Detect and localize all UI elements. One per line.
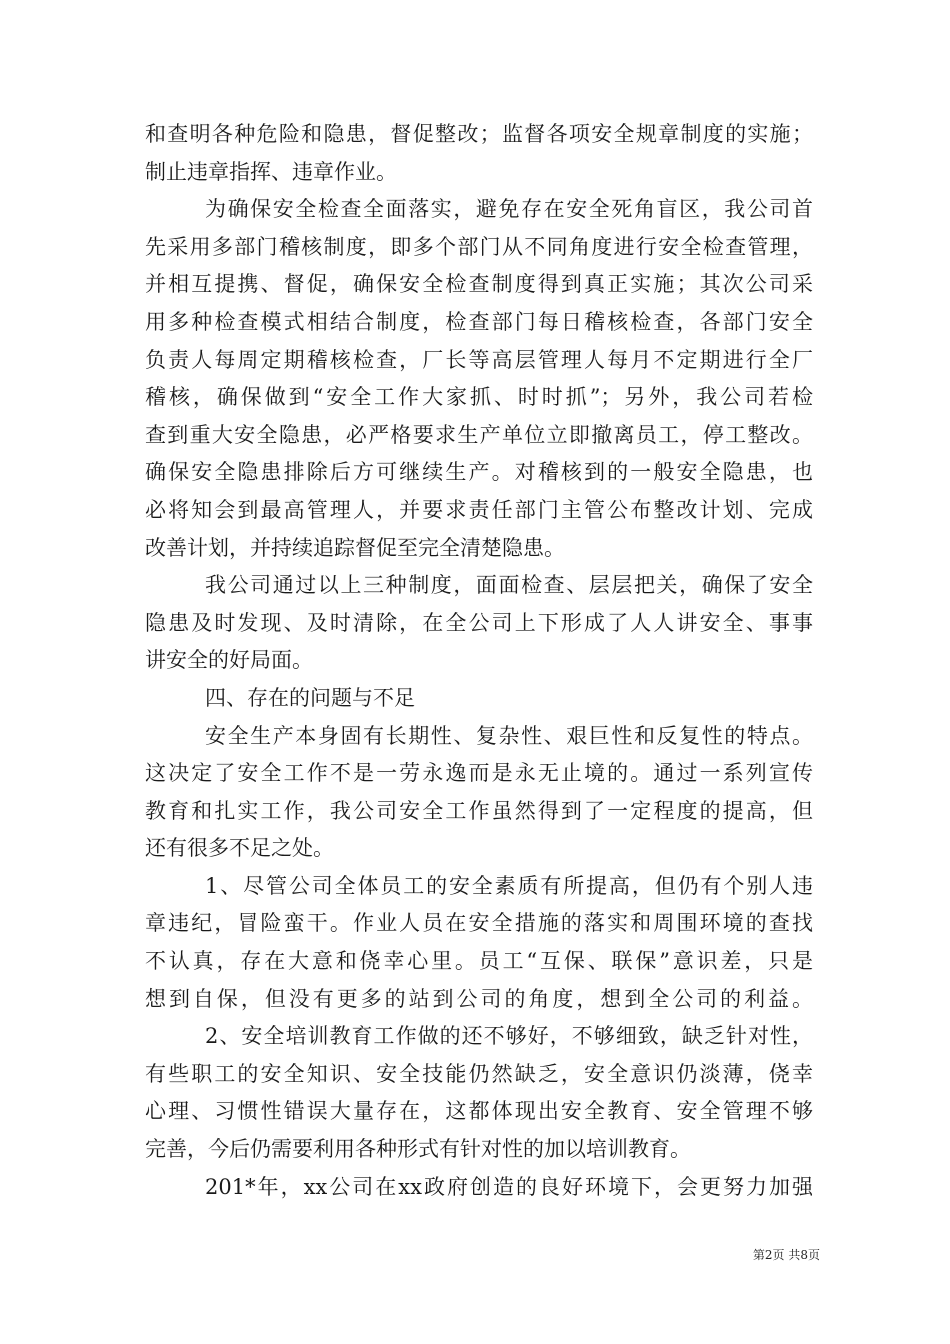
text-line: 不认真，存在大意和侥幸心里。员工“互保、联保”意识差，只是: [145, 949, 813, 974]
text-line: 稽核，确保做到“安全工作大家抓、时时抓”；另外，我公司若检: [145, 385, 813, 410]
text-line: 安全生产本身固有长期性、复杂性、艰巨性和反复性的特点。: [205, 723, 813, 748]
text-line: 查到重大安全隐患，必严格要求生产单位立即撤离员工，停工整改。: [145, 422, 813, 447]
text-line: 改善计划，并持续追踪督促至完全清楚隐患。: [145, 535, 565, 560]
text-line: 这决定了安全工作不是一劳永逸而是永无止境的。通过一系列宣传: [145, 761, 813, 786]
text-line: 201*年，xx公司在xx政府创造的良好环境下，会更努力加强: [205, 1174, 813, 1199]
section-heading: 四、存在的问题与不足: [205, 685, 415, 710]
text-line: 负责人每周定期稽核检查，厂长等高层管理人每月不定期进行全厂: [145, 347, 813, 372]
text-line: 为确保安全检查全面落实，避免存在安全死角盲区，我公司首: [205, 197, 813, 222]
body-text: [145, 116, 813, 1206]
text-line: 讲安全的好局面。: [145, 648, 313, 673]
text-line: 教育和扎实工作，我公司安全工作虽然得到了一定程度的提高，但: [145, 798, 813, 823]
text-line: 1、尽管公司全体员工的安全素质有所提高，但仍有个别人违: [205, 873, 813, 898]
text-line: 先采用多部门稽核制度，即多个部门从不同角度进行安全检查管理，: [145, 234, 813, 259]
text-line: 制止违章指挥、违章作业。: [145, 159, 397, 184]
text-line: 还有很多不足之处。: [145, 836, 334, 861]
text-line: 并相互提携、督促，确保安全检查制度得到真正实施；其次公司采: [145, 272, 813, 297]
text-line: 隐患及时发现、及时清除，在全公司上下形成了人人讲安全、事事: [145, 610, 813, 635]
page-number: 第2页 共8页: [752, 1248, 820, 1262]
text-line: 和查明各种危险和隐患，督促整改；监督各项安全规章制度的实施；: [145, 122, 813, 146]
text-line: 有些职工的安全知识、安全技能仍然缺乏，安全意识仍淡薄，侥幸: [145, 1061, 813, 1086]
text-line: 心理、习惯性错误大量存在，这都体现出安全教育、安全管理不够: [145, 1099, 813, 1124]
text-line: 完善，今后仍需要利用各种形式有针对性的加以培训教育。: [145, 1137, 691, 1162]
text-line: 用多种检查模式相结合制度，检查部门每日稽核检查，各部门安全: [145, 309, 813, 334]
text-line: 章违纪，冒险蛮干。作业人员在安全措施的落实和周围环境的查找: [145, 911, 813, 936]
text-line: 必将知会到最高管理人，并要求责任部门主管公布整改计划、完成: [145, 497, 813, 522]
text-line: 想到自保，但没有更多的站到公司的角度，想到全公司的利益。: [145, 986, 813, 1011]
text-line: 2、安全培训教育工作做的还不够好，不够细致，缺乏针对性，: [205, 1024, 813, 1049]
text-line: 确保安全隐患排除后方可继续生产。对稽核到的一般安全隐患，也: [145, 460, 813, 485]
text-line: 我公司通过以上三种制度，面面检查、层层把关，确保了安全: [205, 573, 813, 598]
